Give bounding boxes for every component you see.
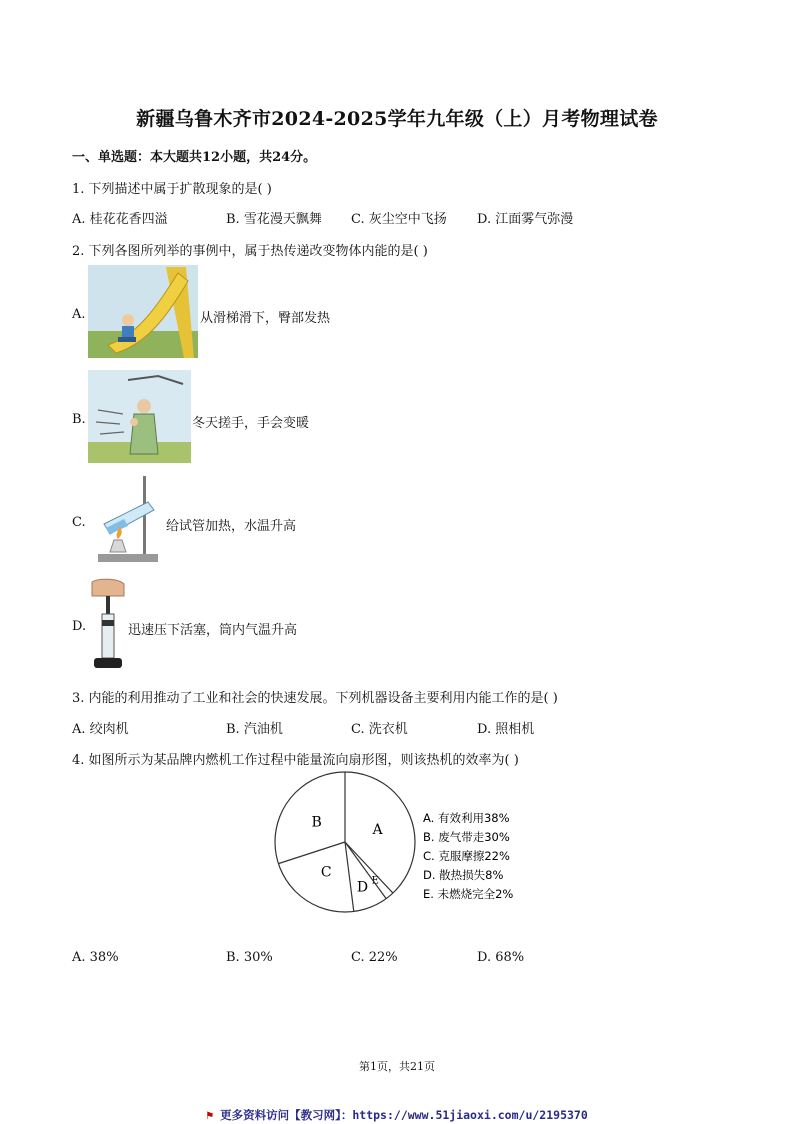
banner-text: 更多资料访问【教习网】：https://www.51jiaoxi.com/u/2195370 bbox=[220, 1108, 588, 1122]
q3-option-b: B. 汽油机 bbox=[226, 722, 283, 737]
legend-entry-c: C. 克服摩擦22% bbox=[423, 849, 510, 863]
slide-image bbox=[88, 265, 198, 358]
q2-option-c-text: 给试管加热，水温升高 bbox=[166, 519, 297, 534]
flag-icon: ⚑ bbox=[206, 1108, 214, 1122]
q3-option-d: D. 照相机 bbox=[477, 722, 535, 737]
question-2-stem: 2. 下列各图所列举的事例中，属于热传递改变物体内能的是( ) bbox=[72, 244, 428, 259]
q2-option-d-letter: D. bbox=[72, 619, 87, 634]
pie-label-c: C bbox=[320, 864, 332, 881]
q1-option-a: A. 桂花花香四溢 bbox=[72, 212, 168, 227]
pie-label-d: D bbox=[356, 879, 369, 896]
q3-option-c: C. 洗衣机 bbox=[351, 722, 408, 737]
q4-option-a: A. 38% bbox=[72, 950, 119, 965]
question-4-stem: 4. 如图所示为某品牌内燃机工作过程中能量流向扇形图，则该热机的效率为( ) bbox=[72, 753, 519, 768]
energy-pie-chart bbox=[270, 770, 540, 920]
q1-option-d: D. 江面雾气弥漫 bbox=[477, 212, 574, 227]
legend-entry-b: B. 废气带走30% bbox=[423, 830, 510, 844]
legend-entry-e: E. 未燃烧完全2% bbox=[423, 887, 514, 901]
page-footer: 第1页，共21页 bbox=[359, 1060, 435, 1073]
pie-label-a: A bbox=[372, 822, 383, 839]
section-heading: 一、单选题：本大题共12小题，共24分。 bbox=[72, 150, 317, 165]
q2-option-b-text: 冬天搓手，手会变暖 bbox=[192, 416, 310, 431]
q1-option-c: C. 灰尘空中飞扬 bbox=[351, 212, 447, 227]
q3-option-a: A. 绞肉机 bbox=[72, 722, 129, 737]
pie-label-e: E bbox=[371, 875, 379, 887]
piston-pump-image bbox=[88, 578, 128, 674]
question-3-stem: 3. 内能的利用推动了工业和社会的快速发展。下列机器设备主要利用内能工作的是( ) bbox=[72, 691, 558, 706]
pie-label-b: B bbox=[311, 814, 322, 831]
winter-hands-image bbox=[88, 370, 191, 463]
legend-entry-a: A. 有效利用38% bbox=[423, 811, 510, 825]
q2-option-d-text: 迅速压下活塞，筒内气温升高 bbox=[128, 623, 298, 638]
q4-option-b: B. 30% bbox=[226, 950, 273, 965]
q2-option-b-letter: B. bbox=[72, 412, 86, 427]
legend-entry-d: D. 散热损失8% bbox=[423, 868, 504, 882]
resource-banner[interactable] bbox=[0, 1107, 794, 1123]
q1-option-b: B. 雪花漫天飘舞 bbox=[226, 212, 322, 227]
q4-option-d: D. 68% bbox=[477, 950, 525, 965]
q2-option-c-letter: C. bbox=[72, 515, 86, 530]
page-title: 新疆乌鲁木齐市2024-2025学年九年级（上）月考物理试卷 bbox=[136, 108, 658, 130]
q2-option-a-text: 从滑梯滑下，臀部发热 bbox=[200, 311, 331, 326]
question-1-stem: 1. 下列描述中属于扩散现象的是( ) bbox=[72, 182, 272, 197]
q4-option-c: C. 22% bbox=[351, 950, 398, 965]
test-tube-image bbox=[88, 472, 166, 567]
q2-option-a-letter: A. bbox=[72, 307, 86, 322]
